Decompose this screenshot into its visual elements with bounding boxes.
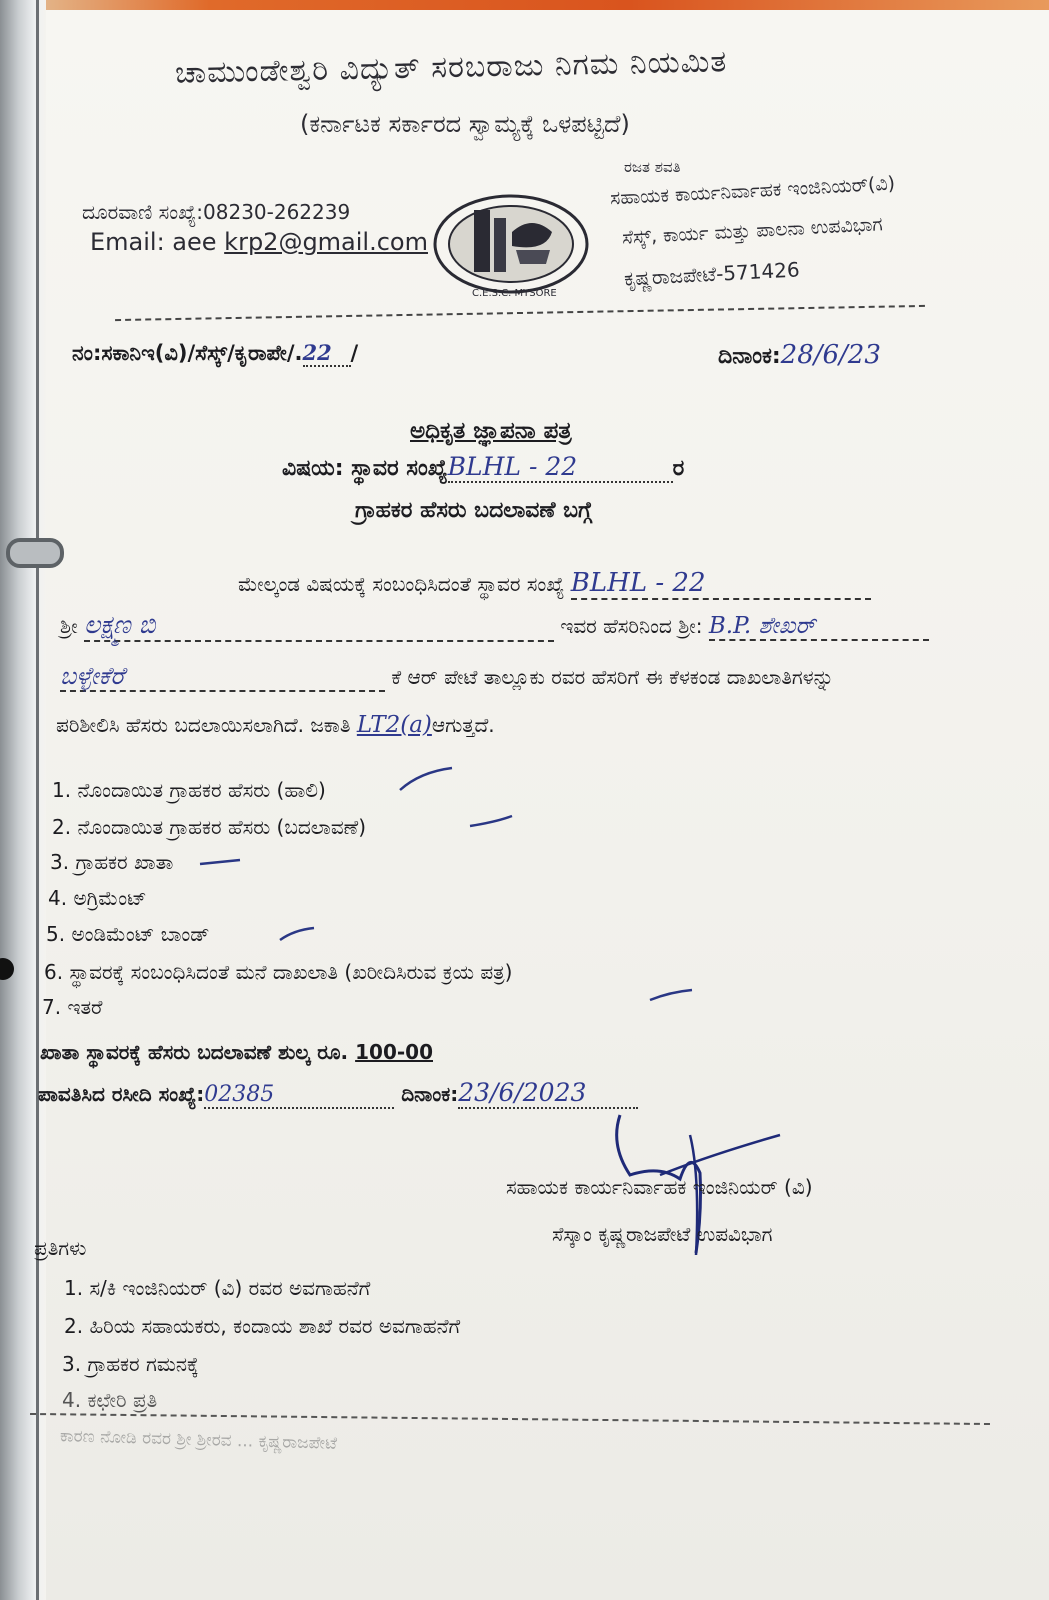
document-item: 3. ಗ್ರಾಹಕರ ಖಾತಾ [50,850,174,874]
document-item: 6. ಸ್ಥಾವರಕ್ಕೆ ಸಂಬಂಧಿಸಿದಂತೆ ಮನೆ ದಾಖಲಾತಿ (ಖರೀದಿಸಿರುವ ಕ್ರಯ ಪತ್ರ) [44,960,513,984]
subject-suffix: ರ [672,456,685,481]
subject-line-2: ಗ್ರಾಹಕರ ಹೆಸರು ಬದಲಾವಣೆ ಬಗ್ಗೆ [355,498,593,523]
check-mark-icon [470,816,512,826]
receipt-date-label: ದಿನಾಂಕ: [401,1082,459,1106]
organization-subtitle: (ಕರ್ನಾಟಕ ಸರ್ಕಾರದ ಸ್ವಾಮ್ಯಕ್ಕೆ ಒಳಪಟ್ಟಿದೆ) [300,110,630,138]
fee-amount: 100-00 [355,1040,433,1064]
email-label: Email: aee [90,228,225,256]
body-line-2-value: ಲಕ್ಷ್ಮಣ ಬಿ [84,610,554,642]
subject-label: ವಿಷಯ: ಸ್ಥಾವರ ಸಂಖ್ಯೆ [282,456,448,481]
reference-label: ನಂ:ಸಕಾನಿಇ(ವಿ)/ಸೆಸ್ಕ್/ಕೃರಾಪೇ/. [72,341,303,365]
shri-label: ಶ್ರೀ [60,614,78,638]
reference-value: 22 [303,340,351,367]
document-item: 2. ನೊಂದಾಯಿತ ಗ್ರಾಹಕರ ಹೆಸರು (ಬದಲಾವಣೆ) [52,815,367,839]
copy-item: 4. ಕಛೇರಿ ಪ್ರತಿ [62,1388,158,1412]
receipt-date-value: 23/6/2023 [458,1078,638,1109]
body-line-3-text: ಕೆ ಆರ್ ಪೇಟೆ ತಾಲ್ಲೂಕು ರವರ ಹೆಸರಿಗೆ ಈ ಕೆಳಕಂಡ ದಾಖಲಾತಿಗಳನ್ನು [391,665,834,689]
signature-office: ಸೆಸ್ಕಾಂ ಕೃಷ್ಣರಾಜಪೇಟೆ ಉಪವಿಭಾಗ [552,1222,773,1246]
memo-title: ಅಧಿಕೃತ ಜ್ಞಾಪನಾ ಪತ್ರ [410,418,572,444]
office-line-2: ಸೆಸ್ಕ್, ಕಾರ್ಯ ಮತ್ತು ಪಾಲನಾ ಉಪವಿಭಾಗ [621,213,884,249]
organization-name: ಚಾಮುಂಡೇಶ್ವರಿ ವಿದ್ಯುತ್ ಸರಬರಾಜು ನಿಗಮ ನಿಯಮಿತ [174,44,728,91]
fee-line [40,1040,433,1064]
fee-label: ಖಾತಾ ಸ್ಥಾವರಕ್ಕೆ ಹೆಸರು ಬದಲಾವಣೆ ಶುಲ್ಕ ರೂ. [40,1040,349,1064]
body-line-1-value: BLHL - 22 [571,568,871,600]
phone-number: ದೂರವಾಣಿ ಸಂಖ್ಯೆ:08230-262239 [82,200,351,224]
body-line-3-value: ಬಳ್ಳೇಕೆರೆ [60,662,385,692]
check-mark-icon [200,860,240,864]
office-line-3: ಕೃಷ್ಣರಾಜಪೇಟೆ-571426 [623,257,801,291]
check-mark-icon [650,990,692,1000]
body-line-2-text: ಇವರ ಹೆಸರಿನಿಂದ ಶ್ರೀ: [560,614,703,638]
logo-text: C.E.S.C. MYSORE [472,288,557,299]
document-item: 5. ಅಂಡಿಮೆಂಟ್ ಬಾಂಡ್ [46,922,210,946]
signature-designation: ಸಹಾಯಕ ಕಾರ್ಯನಿರ್ವಾಹಕ ಇಂಜಿನಿಯರ್ (ವಿ) [506,1175,813,1199]
subject-value: BLHL - 22 [448,452,673,483]
receipt-label: ಪಾವತಿಸಿದ ರಸೀದಿ ಸಂಖ್ಯೆ: [38,1082,205,1106]
receipt-value: 02385 [204,1082,394,1109]
date-label: ದಿನಾಂಕ: [718,344,781,369]
document-item: 7. ಇತರೆ [42,995,103,1019]
office-small-text: ರಜತ ಶವತಿ [624,158,681,176]
body-line-2-value2: B.P. ಶೇಖರ್ [709,613,929,641]
body-line-4-suffix: ಆಗುತ್ತದೆ. [431,713,495,737]
check-mark-icon [280,928,314,940]
document-item: 4. ಅಗ್ರಿಮೆಂಟ್ [48,886,147,910]
office-title: ಸಹಾಯಕ ಕಾರ್ಯನಿರ್ವಾಹಕ ಇಂಜಿನಿಯರ್(ವಿ) [609,172,896,210]
copies-heading: ಪ್ರತಿಗಳು [34,1236,87,1260]
body-line-1-text: ಮೇಲ್ಕಂಡ ವಿಷಯಕ್ಕೆ ಸಂಬಂಧಿಸಿದಂತೆ ಸ್ಥಾವರ ಸಂಖ್ಯೆ [238,572,565,596]
copy-item: 3. ಗ್ರಾಹಕರ ಗಮನಕ್ಕೆ [62,1352,199,1376]
footer-faded-text: ಕಾರಣ ನೋಡಿ ರವರ ಶ್ರೀ ಶ್ರೀರವ ... ಕೃಷ್ಣರಾಜಪೇಟೆ [59,1426,338,1454]
email-address: krp2@gmail.com [224,228,428,256]
copy-item: 1. ಸ/ಕಿ ಇಂಜಿನಿಯರ್ (ವಿ) ರವರ ಅವಗಾಹನೆಗೆ [64,1276,371,1300]
reference-number: ನಂ:ಸಕಾನಿಇ(ವಿ)/ಸೆಸ್ಕ್/ಕೃರಾಪೇ/.22 / [72,340,359,365]
body-line-4-value: LT2(a) [356,712,432,738]
check-mark-icon [400,768,452,790]
body-line-4-text: ಪರಿಶೀಲಿಸಿ ಹೆಸರು ಬದಲಾಯಿಸಲಾಗಿದೆ. ಜಕಾತಿ [56,713,351,737]
copy-item: 2. ಹಿರಿಯ ಸಹಾಯಕರು, ಕಂದಾಯ ಶಾಖೆ ರವರ ಅವಗಾಹನೆಗೆ [64,1314,461,1338]
date-value: 28/6/23 [780,340,881,370]
document-item: 1. ನೊಂದಾಯಿತ ಗ್ರಾಹಕರ ಹೆಸರು (ಹಾಲಿ) [52,778,326,802]
receipt-line [38,1078,638,1109]
